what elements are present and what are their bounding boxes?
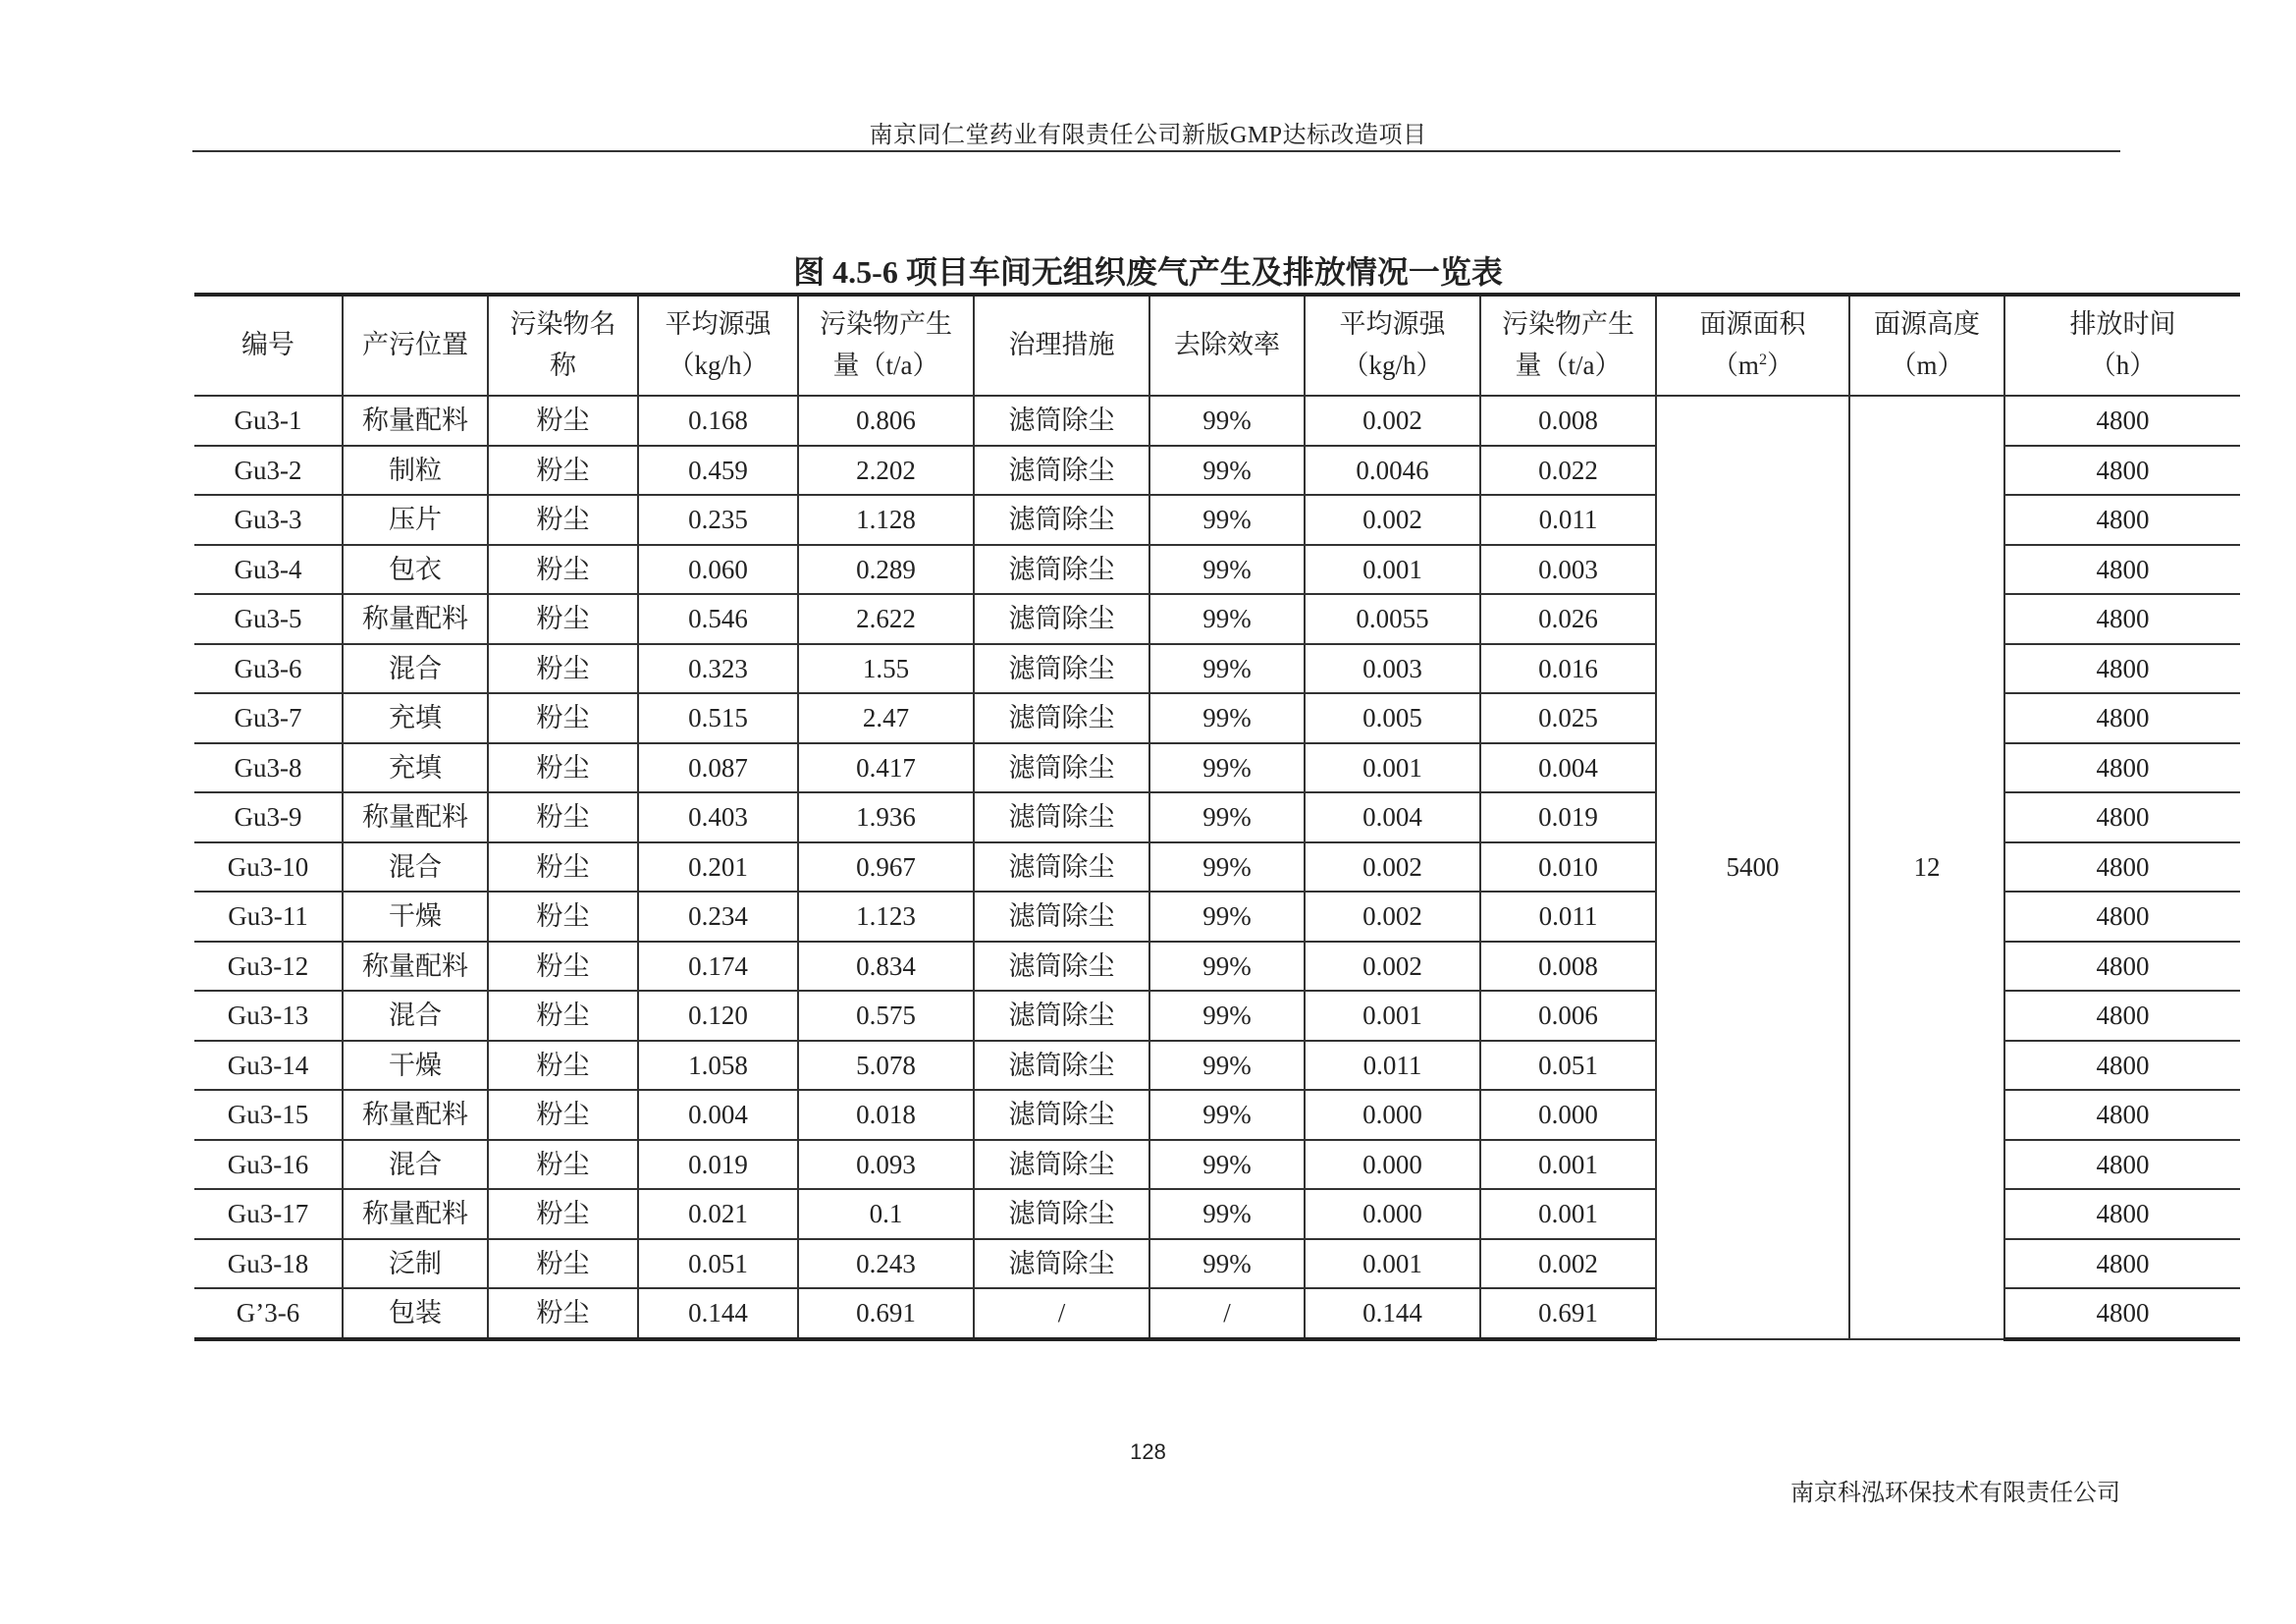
table-cell: 0.018: [798, 1090, 974, 1140]
table-cell: 包衣: [343, 545, 488, 595]
table-cell: 充填: [343, 693, 488, 743]
table-cell: 压片: [343, 495, 488, 545]
table-cell: 99%: [1149, 693, 1305, 743]
column-header: 面源高度 （m）: [1849, 295, 2004, 396]
table-cell: Gu3-10: [194, 842, 343, 893]
table-cell: 0.417: [798, 743, 974, 793]
table-cell: 干燥: [343, 892, 488, 942]
table-cell: 4800: [2004, 495, 2240, 545]
table-cell: 滤筒除尘: [974, 991, 1149, 1041]
table-cell: 99%: [1149, 644, 1305, 694]
table-cell: 99%: [1149, 892, 1305, 942]
table-cell: 滤筒除尘: [974, 1041, 1149, 1091]
table-cell: 0.008: [1480, 396, 1656, 446]
table-cell: 0.004: [1305, 792, 1480, 842]
table-cell: 0.0046: [1305, 446, 1480, 496]
emission-table: [194, 293, 2240, 1341]
table-cell: 0.323: [638, 644, 798, 694]
column-header: 排放时间 （h）: [2004, 295, 2240, 396]
table-cell: 0.235: [638, 495, 798, 545]
table-row: [194, 396, 2240, 446]
table-cell: 滤筒除尘: [974, 396, 1149, 446]
table-cell: 粉尘: [488, 842, 638, 893]
column-header: 污染物产生 量（t/a）: [1480, 295, 1656, 396]
table-cell: /: [1149, 1288, 1305, 1339]
table-cell: 0.025: [1480, 693, 1656, 743]
table-cell: Gu3-7: [194, 693, 343, 743]
table-cell: 99%: [1149, 396, 1305, 446]
table-cell: 粉尘: [488, 792, 638, 842]
table-cell: 0.575: [798, 991, 974, 1041]
table-cell: 0.201: [638, 842, 798, 893]
table-cell: 99%: [1149, 743, 1305, 793]
table-cell: 4800: [2004, 1189, 2240, 1239]
table-cell: Gu3-14: [194, 1041, 343, 1091]
table-cell: 2.622: [798, 594, 974, 644]
table-cell: 0.002: [1305, 892, 1480, 942]
table-cell: 0.001: [1305, 743, 1480, 793]
table-cell: 4800: [2004, 594, 2240, 644]
table-cell: 0.001: [1305, 1239, 1480, 1289]
table-cell: 0.019: [1480, 792, 1656, 842]
table-cell: Gu3-1: [194, 396, 343, 446]
table-cell: 粉尘: [488, 942, 638, 992]
table-cell: Gu3-5: [194, 594, 343, 644]
table-cell: 滤筒除尘: [974, 792, 1149, 842]
table-cell: G’3-6: [194, 1288, 343, 1339]
table-cell: 0.011: [1480, 892, 1656, 942]
table-cell: 泛制: [343, 1239, 488, 1289]
table-cell: 粉尘: [488, 644, 638, 694]
table-cell: 0.006: [1480, 991, 1656, 1041]
table-cell: 0.019: [638, 1140, 798, 1190]
page-number: 128: [1130, 1439, 1166, 1464]
table-cell: 混合: [343, 842, 488, 893]
table-cell: 粉尘: [488, 1140, 638, 1190]
column-header: 面源面积 $(m^2)$: [1656, 295, 1849, 396]
table-cell: Gu3-17: [194, 1189, 343, 1239]
table-cell: 99%: [1149, 1041, 1305, 1091]
table-cell: 0.093: [798, 1140, 974, 1190]
table-cell: 99%: [1149, 1239, 1305, 1289]
table-cell: 99%: [1149, 1189, 1305, 1239]
table-cell: 1.55: [798, 644, 974, 694]
table-cell: 粉尘: [488, 495, 638, 545]
table-cell: 0.008: [1480, 942, 1656, 992]
table-cell: 0.691: [1480, 1288, 1656, 1339]
table-cell: 4800: [2004, 1041, 2240, 1091]
table-cell: 称量配料: [343, 1090, 488, 1140]
table-cell: 包装: [343, 1288, 488, 1339]
table-cell: 滤筒除尘: [974, 842, 1149, 893]
table-cell: 99%: [1149, 495, 1305, 545]
table-cell: 滤筒除尘: [974, 693, 1149, 743]
table-cell: 0.003: [1480, 545, 1656, 595]
running-header: 南京同仁堂药业有限责任公司新版GMP达标改造项目: [869, 123, 1427, 148]
table-cell: 粉尘: [488, 991, 638, 1041]
table-cell: 4800: [2004, 792, 2240, 842]
table-cell: 0.002: [1305, 495, 1480, 545]
table-header-row: [194, 295, 2240, 396]
table-body: [194, 396, 2240, 1339]
table-cell: 4800: [2004, 1239, 2240, 1289]
table-cell: 2.47: [798, 693, 974, 743]
table-cell: 粉尘: [488, 545, 638, 595]
table-cell: 0.000: [1480, 1090, 1656, 1140]
table-cell: 粉尘: [488, 1288, 638, 1339]
table-cell: 0.026: [1480, 594, 1656, 644]
table-cell: 2.202: [798, 446, 974, 496]
table-cell: 0.003: [1305, 644, 1480, 694]
table-cell: 0.001: [1305, 545, 1480, 595]
table-cell: 0.001: [1480, 1189, 1656, 1239]
table-cell: 0.002: [1305, 842, 1480, 893]
table-cell: 称量配料: [343, 396, 488, 446]
table-title: 图 4.5-6 项目车间无组织废气产生及排放情况一览表: [793, 254, 1503, 290]
table-cell: 0.016: [1480, 644, 1656, 694]
column-header: 平均源强 （kg/h）: [1305, 295, 1480, 396]
table-cell: 0.000: [1305, 1140, 1480, 1190]
table-cell: 0.005: [1305, 693, 1480, 743]
table-cell: 4800: [2004, 446, 2240, 496]
table-cell: 粉尘: [488, 693, 638, 743]
table-cell: Gu3-18: [194, 1239, 343, 1289]
table-cell: 0.691: [798, 1288, 974, 1339]
table-cell: 0.002: [1305, 396, 1480, 446]
table-cell: 0.002: [1480, 1239, 1656, 1289]
table-cell: 滤筒除尘: [974, 1189, 1149, 1239]
table-cell: 粉尘: [488, 1090, 638, 1140]
table-cell: 粉尘: [488, 446, 638, 496]
table-cell: 粉尘: [488, 892, 638, 942]
table-cell: 0.000: [1305, 1090, 1480, 1140]
table-cell: 滤筒除尘: [974, 1239, 1149, 1289]
table-cell: 4800: [2004, 1090, 2240, 1140]
table-cell: 99%: [1149, 1140, 1305, 1190]
table-cell: 99%: [1149, 942, 1305, 992]
table-cell: 0.967: [798, 842, 974, 893]
table-cell: 滤筒除尘: [974, 446, 1149, 496]
table-cell: 0.120: [638, 991, 798, 1041]
table-cell: 4800: [2004, 842, 2240, 893]
table-cell: 1.936: [798, 792, 974, 842]
table-cell: Gu3-3: [194, 495, 343, 545]
column-header: 编号: [194, 295, 343, 396]
table-cell: 滤筒除尘: [974, 1140, 1149, 1190]
table-cell: 4800: [2004, 892, 2240, 942]
table-cell: 99%: [1149, 842, 1305, 893]
table-cell: 粉尘: [488, 1041, 638, 1091]
table-cell: 99%: [1149, 545, 1305, 595]
table-cell: 4800: [2004, 396, 2240, 446]
table-cell: 滤筒除尘: [974, 743, 1149, 793]
footer-company: 南京科泓环保技术有限责任公司: [1790, 1481, 2120, 1506]
table-cell: 制粒: [343, 446, 488, 496]
table-cell: 滤筒除尘: [974, 545, 1149, 595]
table-cell: Gu3-6: [194, 644, 343, 694]
table-cell: 混合: [343, 644, 488, 694]
table-cell: 称量配料: [343, 942, 488, 992]
column-header: 污染物名 称: [488, 295, 638, 396]
table-cell: 称量配料: [343, 1189, 488, 1239]
table-cell: 滤筒除尘: [974, 594, 1149, 644]
table-cell: 0.403: [638, 792, 798, 842]
table-cell: 0.1: [798, 1189, 974, 1239]
table-cell: 0.087: [638, 743, 798, 793]
table-cell: 0.144: [638, 1288, 798, 1339]
table-cell: 0.002: [1305, 942, 1480, 992]
table-cell: 1.058: [638, 1041, 798, 1091]
table-cell: 4800: [2004, 545, 2240, 595]
table-cell: 滤筒除尘: [974, 892, 1149, 942]
table-cell: 0.011: [1480, 495, 1656, 545]
table-cell: 0.011: [1305, 1041, 1480, 1091]
table-cell: Gu3-11: [194, 892, 343, 942]
table-cell: 滤筒除尘: [974, 1090, 1149, 1140]
table-cell: Gu3-4: [194, 545, 343, 595]
table-cell: 0.060: [638, 545, 798, 595]
table-cell: 0.515: [638, 693, 798, 743]
table-cell: 99%: [1149, 1090, 1305, 1140]
table-cell: Gu3-8: [194, 743, 343, 793]
table-cell: 滤筒除尘: [974, 644, 1149, 694]
table-cell: 混合: [343, 1140, 488, 1190]
table-cell: 99%: [1149, 991, 1305, 1041]
table-cell: 0.051: [638, 1239, 798, 1289]
table-cell: 0.459: [638, 446, 798, 496]
column-header: 去除效率: [1149, 295, 1305, 396]
table-cell: 0.144: [1305, 1288, 1480, 1339]
table-cell: 4800: [2004, 693, 2240, 743]
table-cell: 0.168: [638, 396, 798, 446]
table-cell: 0.021: [638, 1189, 798, 1239]
table-cell: 粉尘: [488, 594, 638, 644]
table-cell: 粉尘: [488, 1189, 638, 1239]
area-cell: 5400: [1656, 396, 1849, 1339]
table-cell: 粉尘: [488, 743, 638, 793]
column-header: 平均源强 （kg/h）: [638, 295, 798, 396]
header-rule: [192, 150, 2120, 152]
table-cell: 称量配料: [343, 792, 488, 842]
table-cell: 1.128: [798, 495, 974, 545]
table-cell: 0.289: [798, 545, 974, 595]
table-cell: 99%: [1149, 446, 1305, 496]
table-cell: 0.010: [1480, 842, 1656, 893]
table-cell: 4800: [2004, 1140, 2240, 1190]
table-cell: 0.022: [1480, 446, 1656, 496]
table-cell: 干燥: [343, 1041, 488, 1091]
table-cell: 4800: [2004, 991, 2240, 1041]
table-cell: 混合: [343, 991, 488, 1041]
table-cell: 称量配料: [343, 594, 488, 644]
table-cell: 0.546: [638, 594, 798, 644]
table-cell: /: [974, 1288, 1149, 1339]
table-cell: 粉尘: [488, 1239, 638, 1289]
column-header: 产污位置: [343, 295, 488, 396]
table-cell: 4800: [2004, 1288, 2240, 1339]
table-cell: 0.174: [638, 942, 798, 992]
table-cell: 0.004: [1480, 743, 1656, 793]
table-cell: 0.806: [798, 396, 974, 446]
table-cell: 5.078: [798, 1041, 974, 1091]
table-cell: 粉尘: [488, 396, 638, 446]
table-cell: 99%: [1149, 594, 1305, 644]
table-cell: 0.000: [1305, 1189, 1480, 1239]
table-cell: Gu3-13: [194, 991, 343, 1041]
table-cell: Gu3-15: [194, 1090, 343, 1140]
table-cell: Gu3-2: [194, 446, 343, 496]
table-cell: Gu3-12: [194, 942, 343, 992]
table-cell: 充填: [343, 743, 488, 793]
table-cell: 0.834: [798, 942, 974, 992]
column-header: 治理措施: [974, 295, 1149, 396]
table-cell: 0.243: [798, 1239, 974, 1289]
table-cell: 4800: [2004, 644, 2240, 694]
height-cell: 12: [1849, 396, 2004, 1339]
table-cell: 4800: [2004, 743, 2240, 793]
table-cell: 0.004: [638, 1090, 798, 1140]
table-cell: 0.0055: [1305, 594, 1480, 644]
table-cell: 0.001: [1480, 1140, 1656, 1190]
table-cell: 1.123: [798, 892, 974, 942]
table-cell: 4800: [2004, 942, 2240, 992]
table-cell: 滤筒除尘: [974, 495, 1149, 545]
table-cell: Gu3-16: [194, 1140, 343, 1190]
table-cell: 99%: [1149, 792, 1305, 842]
table-cell: 0.234: [638, 892, 798, 942]
table-cell: 滤筒除尘: [974, 942, 1149, 992]
column-header: 污染物产生 量（t/a）: [798, 295, 974, 396]
table-cell: 0.001: [1305, 991, 1480, 1041]
table-cell: Gu3-9: [194, 792, 343, 842]
table-cell: 0.051: [1480, 1041, 1656, 1091]
